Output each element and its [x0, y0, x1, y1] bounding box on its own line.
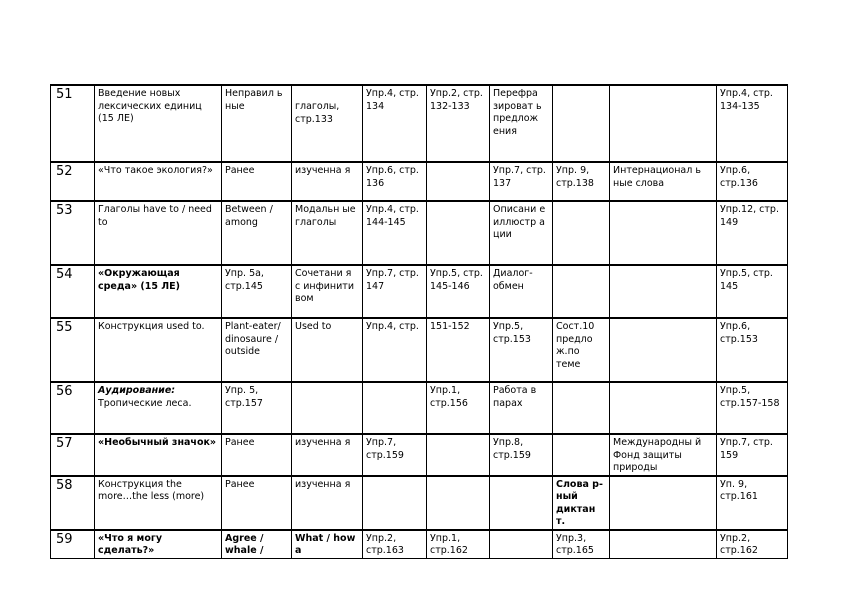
lesson-extra	[610, 530, 717, 559]
lesson-number: 51	[51, 85, 95, 162]
lesson-exercise-2: Упр.1, стр.162	[427, 530, 490, 559]
lesson-speech: Упр.8, стр.159	[490, 434, 553, 476]
lesson-speech	[490, 530, 553, 559]
lesson-number: 59	[51, 530, 95, 559]
lesson-number: 56	[51, 382, 95, 434]
lesson-extra	[610, 265, 717, 318]
lesson-vocabulary: Упр. 5а, стр.145	[222, 265, 292, 318]
lesson-exercise-1: Упр.4, стр. 134	[363, 85, 427, 162]
lesson-extra: Международны й Фонд защиты природы	[610, 434, 717, 476]
table-row	[51, 201, 788, 265]
lesson-grammar: изученна я	[292, 434, 363, 476]
lesson-grammar: Used to	[292, 318, 363, 382]
lesson-number: 54	[51, 265, 95, 318]
lesson-writing: Слова р-ный диктан т.	[553, 476, 610, 530]
lesson-exercise-2: Упр.2, стр. 132-133	[427, 85, 490, 162]
lesson-exercise-1: Упр.6, стр. 136	[363, 162, 427, 201]
lesson-topic: Конструкция used to.	[95, 318, 222, 382]
lesson-vocabulary: Plant-eater/ dinosaure / outside	[222, 318, 292, 382]
lesson-homework: Упр.7, стр. 159	[717, 434, 788, 476]
lesson-vocabulary: Between / among	[222, 201, 292, 265]
lesson-grammar: Модальн ые глаголы	[292, 201, 363, 265]
table-row	[51, 382, 788, 434]
lesson-extra	[610, 382, 717, 434]
lesson-number: 57	[51, 434, 95, 476]
lesson-extra	[610, 318, 717, 382]
lesson-topic: «Что такое экология?»	[95, 162, 222, 201]
lesson-vocabulary: Упр. 5, стр.157	[222, 382, 292, 434]
lesson-homework: Уп. 9, стр.161	[717, 476, 788, 530]
lesson-number: 53	[51, 201, 95, 265]
lesson-vocabulary: Ранее	[222, 162, 292, 201]
lesson-exercise-1	[363, 476, 427, 530]
table-row	[51, 318, 788, 382]
lesson-number: 52	[51, 162, 95, 201]
lesson-topic: «Что я могу сделать?»	[95, 530, 222, 559]
lesson-extra	[610, 201, 717, 265]
lesson-extra: Интернационал ь ные слова	[610, 162, 717, 201]
lesson-exercise-1: Упр.7, стр. 147	[363, 265, 427, 318]
table-row	[51, 434, 788, 476]
lesson-topic: Конструкция the more…the less (more)	[95, 476, 222, 530]
lesson-homework: Упр.6, стр.153	[717, 318, 788, 382]
lesson-grammar: What / how a	[292, 530, 363, 559]
lesson-homework: Упр.5, стр.157-158	[717, 382, 788, 434]
lesson-writing	[553, 85, 610, 162]
lesson-homework: Упр.4, стр. 134-135	[717, 85, 788, 162]
lesson-speech: Упр.5, стр.153	[490, 318, 553, 382]
lesson-writing: Сост.10 предло ж.по теме	[553, 318, 610, 382]
table-row	[51, 265, 788, 318]
lesson-homework: Упр.6, стр.136	[717, 162, 788, 201]
lesson-grammar: глаголы, стр.133	[292, 85, 363, 162]
lesson-grammar: изученна я	[292, 162, 363, 201]
lesson-topic: «Необычный значок»	[95, 434, 222, 476]
lesson-speech	[490, 476, 553, 530]
lesson-exercise-2	[427, 162, 490, 201]
table-row	[51, 85, 788, 162]
lesson-speech: Диалог-обмен	[490, 265, 553, 318]
lesson-extra	[610, 85, 717, 162]
lesson-homework: Упр.12, стр. 149	[717, 201, 788, 265]
lesson-topic: Введение новых лексических единиц (15 ЛЕ)	[95, 85, 222, 162]
lesson-grammar	[292, 382, 363, 434]
lesson-writing	[553, 434, 610, 476]
lesson-exercise-1	[363, 382, 427, 434]
lesson-topic: Аудирование: Тропические леса.	[95, 382, 222, 434]
lesson-speech: Упр.7, стр. 137	[490, 162, 553, 201]
table-row	[51, 162, 788, 201]
lesson-exercise-2	[427, 434, 490, 476]
lesson-grammar: изученна я	[292, 476, 363, 530]
lesson-topic: «Окружающая среда» (15 ЛЕ)	[95, 265, 222, 318]
lesson-speech: Описани е иллюстр а ции	[490, 201, 553, 265]
lesson-homework: Упр.5, стр. 145	[717, 265, 788, 318]
lesson-extra	[610, 476, 717, 530]
table-row	[51, 476, 788, 530]
lesson-exercise-1: Упр.4, стр. 144-145	[363, 201, 427, 265]
lesson-vocabulary: Agree / whale /	[222, 530, 292, 559]
lesson-number: 55	[51, 318, 95, 382]
lesson-exercise-1: Упр.7, стр.159	[363, 434, 427, 476]
lesson-exercise-2	[427, 476, 490, 530]
lesson-grammar: Сочетани я с инфинити вом	[292, 265, 363, 318]
lesson-speech: Работа в парах	[490, 382, 553, 434]
lesson-writing: Упр.3, стр.165	[553, 530, 610, 559]
lesson-number: 58	[51, 476, 95, 530]
lesson-exercise-2: Упр.5, стр. 145-146	[427, 265, 490, 318]
table-row	[51, 530, 788, 559]
lesson-exercise-2	[427, 201, 490, 265]
lesson-writing	[553, 382, 610, 434]
lesson-writing: Упр. 9, стр.138	[553, 162, 610, 201]
lesson-exercise-1: Упр.2, стр.163	[363, 530, 427, 559]
lesson-vocabulary: Неправил ь ные	[222, 85, 292, 162]
lesson-writing	[553, 265, 610, 318]
lesson-exercise-1: Упр.4, стр.	[363, 318, 427, 382]
lesson-plan-table	[50, 84, 788, 559]
lesson-exercise-2: 151-152	[427, 318, 490, 382]
lesson-exercise-2: Упр.1, стр.156	[427, 382, 490, 434]
lesson-vocabulary: Ранее	[222, 434, 292, 476]
lesson-writing	[553, 201, 610, 265]
lesson-speech: Перефра зироват ь предлож ения	[490, 85, 553, 162]
lesson-vocabulary: Ранее	[222, 476, 292, 530]
lesson-homework: Упр.2, стр.162	[717, 530, 788, 559]
lesson-topic: Глаголы have to / need to	[95, 201, 222, 265]
